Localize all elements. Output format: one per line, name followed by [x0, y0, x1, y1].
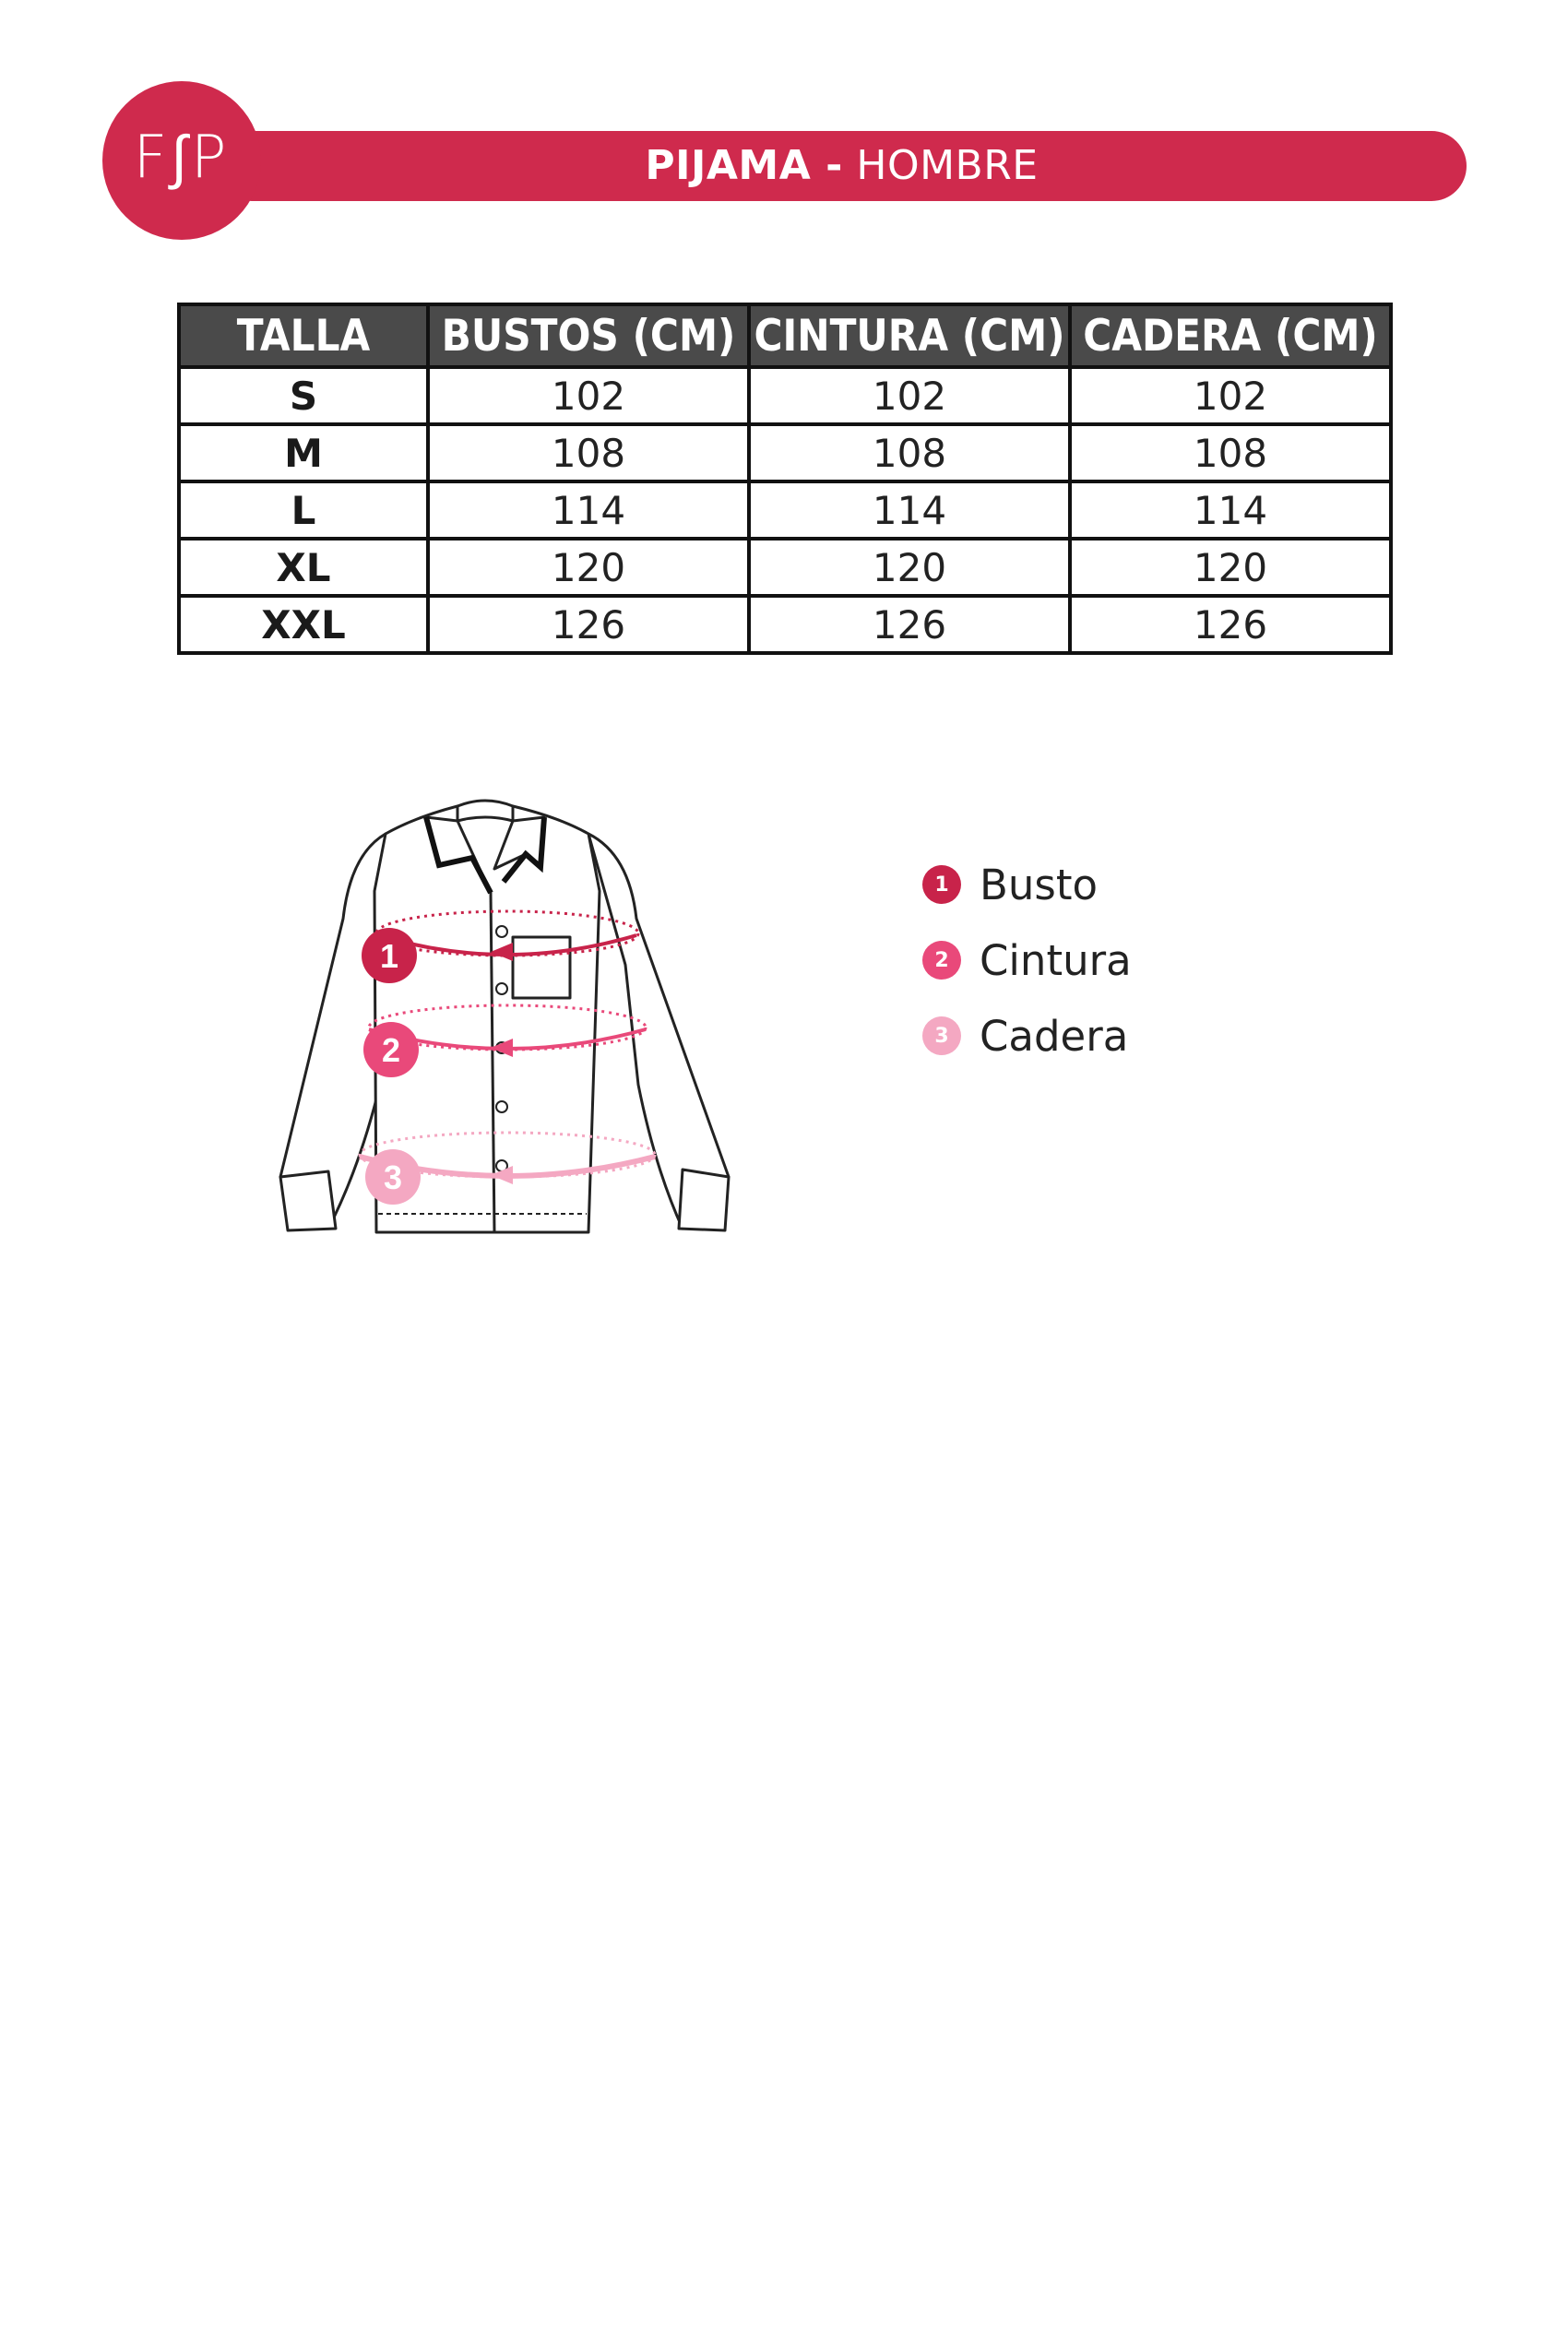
- cintura-cell: 114: [749, 481, 1070, 539]
- cadera-marker-label: 3: [383, 1158, 403, 1196]
- busto-cell: 114: [428, 481, 749, 539]
- column-header-cadera: CADERA (CM): [1070, 304, 1391, 367]
- busto-cell: 120: [428, 539, 749, 596]
- cintura-cell: 102: [749, 367, 1070, 424]
- column-header-cintura: CINTURA (CM): [749, 304, 1070, 367]
- measurement-legend: [922, 847, 1132, 1074]
- size-cell: XXL: [179, 596, 428, 653]
- cadera-cell: 126: [1070, 596, 1391, 653]
- legend-label: Cadera: [980, 1011, 1129, 1061]
- cadera-cell: 108: [1070, 424, 1391, 481]
- legend-item-busto: [922, 847, 1132, 922]
- cadera-cell: 120: [1070, 539, 1391, 596]
- size-cell: M: [179, 424, 428, 481]
- cintura-cell: 108: [749, 424, 1070, 481]
- cintura-cell: 126: [749, 596, 1070, 653]
- page-title: [217, 131, 1467, 201]
- table-row: [179, 367, 1391, 424]
- legend-marker-3: 3: [922, 1016, 961, 1055]
- pajama-shirt-diagram: [277, 780, 738, 1251]
- table-header-row: [179, 304, 1391, 367]
- brand-logo: [102, 81, 261, 240]
- legend-marker-1: 1: [922, 865, 961, 904]
- column-header-talla: TALLA: [179, 304, 428, 367]
- legend-label: Busto: [980, 860, 1099, 909]
- column-header-busto: BUSTOS (CM): [428, 304, 749, 367]
- title-gender: HOMBRE: [856, 142, 1039, 189]
- header-banner: [217, 131, 1467, 201]
- table-row: [179, 596, 1391, 653]
- table-row: [179, 481, 1391, 539]
- title-product: PIJAMA -: [645, 142, 843, 189]
- cintura-cell: 120: [749, 539, 1070, 596]
- legend-marker-2: 2: [922, 941, 961, 980]
- size-cell: XL: [179, 539, 428, 596]
- busto-cell: 102: [428, 367, 749, 424]
- size-cell: L: [179, 481, 428, 539]
- busto-cell: 108: [428, 424, 749, 481]
- table-row: [179, 539, 1391, 596]
- cintura-marker-label: 2: [381, 1031, 401, 1069]
- cadera-cell: 114: [1070, 481, 1391, 539]
- busto-marker-label: 1: [379, 937, 399, 975]
- logo-text: F∫P: [133, 124, 231, 192]
- busto-cell: 126: [428, 596, 749, 653]
- legend-item-cintura: [922, 922, 1132, 998]
- size-table: [177, 303, 1393, 655]
- table-row: [179, 424, 1391, 481]
- legend-label: Cintura: [980, 935, 1132, 985]
- size-cell: S: [179, 367, 428, 424]
- legend-item-cadera: [922, 998, 1132, 1074]
- cadera-cell: 102: [1070, 367, 1391, 424]
